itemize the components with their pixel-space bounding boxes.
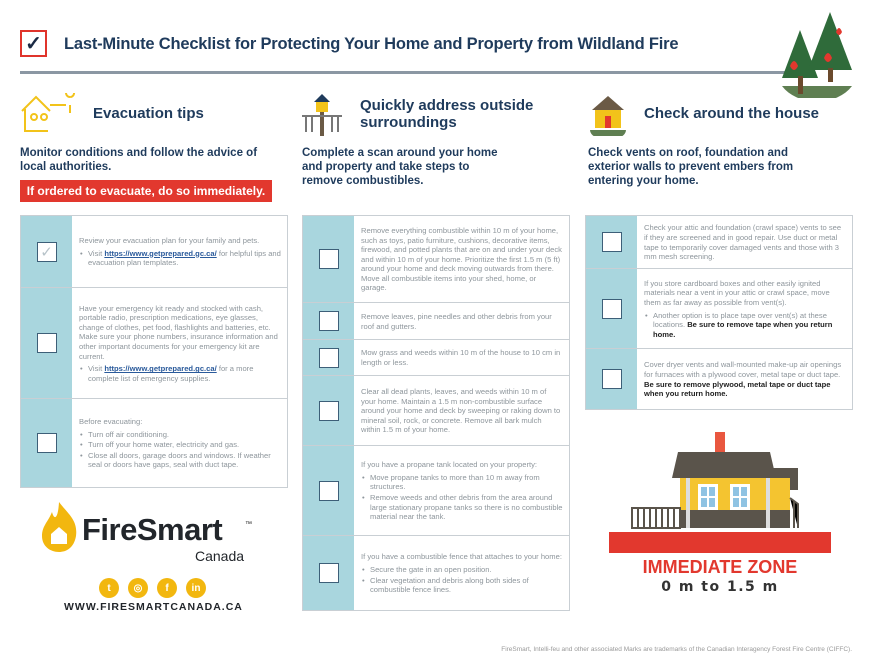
checkbox[interactable] [602,299,622,319]
checkbox[interactable] [319,563,339,583]
checklist-row [586,269,852,349]
bullet-text: for helpful tips and evacuation plan templates. [88,248,281,268]
item-text: If you have a combustible fence that attaches to your home: [361,552,562,562]
bullet-text: • Remove weeds and other debris from the area around large stationary propane tanks so there is no combustible material near the tank. [361,493,563,522]
house-illustration [630,428,800,534]
social-links [99,578,206,598]
getprepared-link[interactable]: https://www.getprepared.gc.ca/ [104,248,217,258]
twitter-icon[interactable]: t [99,578,119,598]
house-icon [588,92,628,136]
section-heading-house: Check around the house [644,105,820,122]
checklist-row [303,536,569,610]
trademark-footer: FireSmart, Intelli-feu and other associated Marks are trademarks of the Canadian Interagency Forest Fire Centre (CIFFC). [501,646,852,653]
bullet-text: • Move propane tanks to more than 10 m away from structures. [361,473,563,492]
checklist-row [21,288,287,399]
checklist-row [21,216,287,288]
logo-subtitle: Canada [195,548,245,564]
house-checklist [585,215,853,410]
bullet-text: Visit [88,248,105,258]
section-description: Complete a scan around your home and property and take steps to remove combustibles. [302,147,498,187]
immediate-zone-bar [609,532,831,553]
divider [20,71,790,74]
checklist-row [303,376,569,446]
evacuate-warning-banner: If ordered to evacuate, do so immediately. [20,180,272,202]
bullet-text: for a more complete list of emergency supplies. [88,364,254,383]
website-link[interactable]: WWW.FIRESMARTCANADA.CA [64,601,243,613]
bullet-text: • Turn off air conditioning. [79,430,281,440]
section-heading-evacuation: Evacuation tips [93,105,204,122]
checklist-row [303,216,569,303]
checklist-row [303,446,569,536]
evacuation-checklist [20,215,288,488]
bullet-bold-text: Be sure to remove tape when you return home. [653,320,833,339]
item-text: Review your evacuation plan for your family and pets. [79,236,260,246]
checkbox[interactable] [602,232,622,252]
checklist-row [303,303,569,340]
checkbox[interactable] [319,401,339,421]
page-title: Last-Minute Checklist for Protecting Your Home and Property from Wildland Fire [64,35,679,53]
instagram-icon[interactable]: ◎ [128,578,148,598]
outside-checklist [302,215,570,611]
bullet-text: Another option is to place tape over vent(s) at these locations. [653,310,827,330]
birdhouse-fence-icon [302,92,346,136]
trademark: ™ [245,521,252,528]
zone-title: IMMEDIATE ZONE [642,557,798,577]
burning-trees-icon [772,8,858,98]
checkbox[interactable] [37,433,57,453]
checklist-row [586,216,852,269]
section-heading-outside: Quickly address outside surroundings [360,97,534,131]
item-text: Check your attic and foundation (crawl space) vents to see if they are screened and in good repair. Use duct or metal tape to temporarily cover damaged vents and those with 3 mm mesh screening. [644,223,842,262]
checkbox[interactable] [37,333,57,353]
checklist-row [586,349,852,409]
bullet-text: Visit [88,364,105,374]
item-text: Mow grass and weeds within 10 m of the house to 10 cm in length or less. [361,348,561,367]
bullet-text: • Close all doors, garage doors and windows. If weather seal or doors have gaps, seal with duct tape. [79,451,281,470]
evacuation-family-icon [20,93,80,133]
item-text: Have your emergency kit ready and stocked with cash, portable radio, prescription medications, eye glasses, change of clothes, pet food, flashlights and batteries, etc. Make sure your phone numbers, insurance information and other important documents for your emergency kit are current. [79,303,278,361]
logo-wordmark: FireSmart [82,512,223,547]
checkbox[interactable] [602,369,622,389]
item-bold-text: Be sure to remove plywood, metal tape or duct tape when you return home. [644,379,831,399]
checklist-row [21,399,287,487]
zone-range: 0 m to 1.5 m [661,579,779,595]
checkbox[interactable] [319,481,339,501]
item-text: If you store cardboard boxes and other easily ignited materials near a vent in your attic or crawl space, move them as far away as possible from vent(s). [644,278,830,307]
bullet-text: • Turn off your home water, electricity and gas. [79,440,281,450]
checkbox-checked[interactable]: ✓ [37,242,57,262]
checkbox[interactable] [319,348,339,368]
item-text: Cover dryer vents and wall-mounted make-up air openings for furnaces with a plywood cover, metal tape or duct tape. [644,360,842,379]
facebook-icon[interactable]: f [157,578,177,598]
item-text: Before evacuating: [79,417,143,427]
linkedin-icon[interactable]: in [186,578,206,598]
bullet-text: • Secure the gate in an open position. [361,565,563,575]
section-description: Check vents on roof, foundation and exterior walls to prevent embers from entering your home. [588,147,794,187]
getprepared-link[interactable]: https://www.getprepared.gc.ca/ [104,364,217,374]
item-text: If you have a propane tank located on your property: [361,460,538,470]
checkbox[interactable] [319,311,339,331]
item-text: Clear all dead plants, leaves, and weeds within 10 m of your home. Maintain a 1.5 m non-combustible surface around your home and deck by sweeping or raking down to mineral soil, rock, or concrete. Remove all bark mulch within 1.5 m of your home. [361,387,561,435]
bullet-text: • Clear vegetation and debris along both sides of combustible fence lines. [361,576,563,595]
title-checkbox-icon: ✓ [20,30,47,57]
item-text: Remove leaves, pine needles and other debris from your roof and gutters. [361,311,552,331]
checkbox[interactable] [319,249,339,269]
checklist-row [303,340,569,376]
firesmart-flame-logo-icon [38,500,80,554]
item-text: Remove everything combustible within 10 m of your home, such as toys, patio furniture, cushions, decorative items, firewood, and potted plants that are on and under your deck and within 10 m of your home. Prioritize the first 1.5 m (5 ft) around your home and deck moving outwards from there. Move all combustible items into your shed, home, or garage. [361,225,562,293]
section-description: Monitor conditions and follow the advice of local authorities. [20,147,258,173]
